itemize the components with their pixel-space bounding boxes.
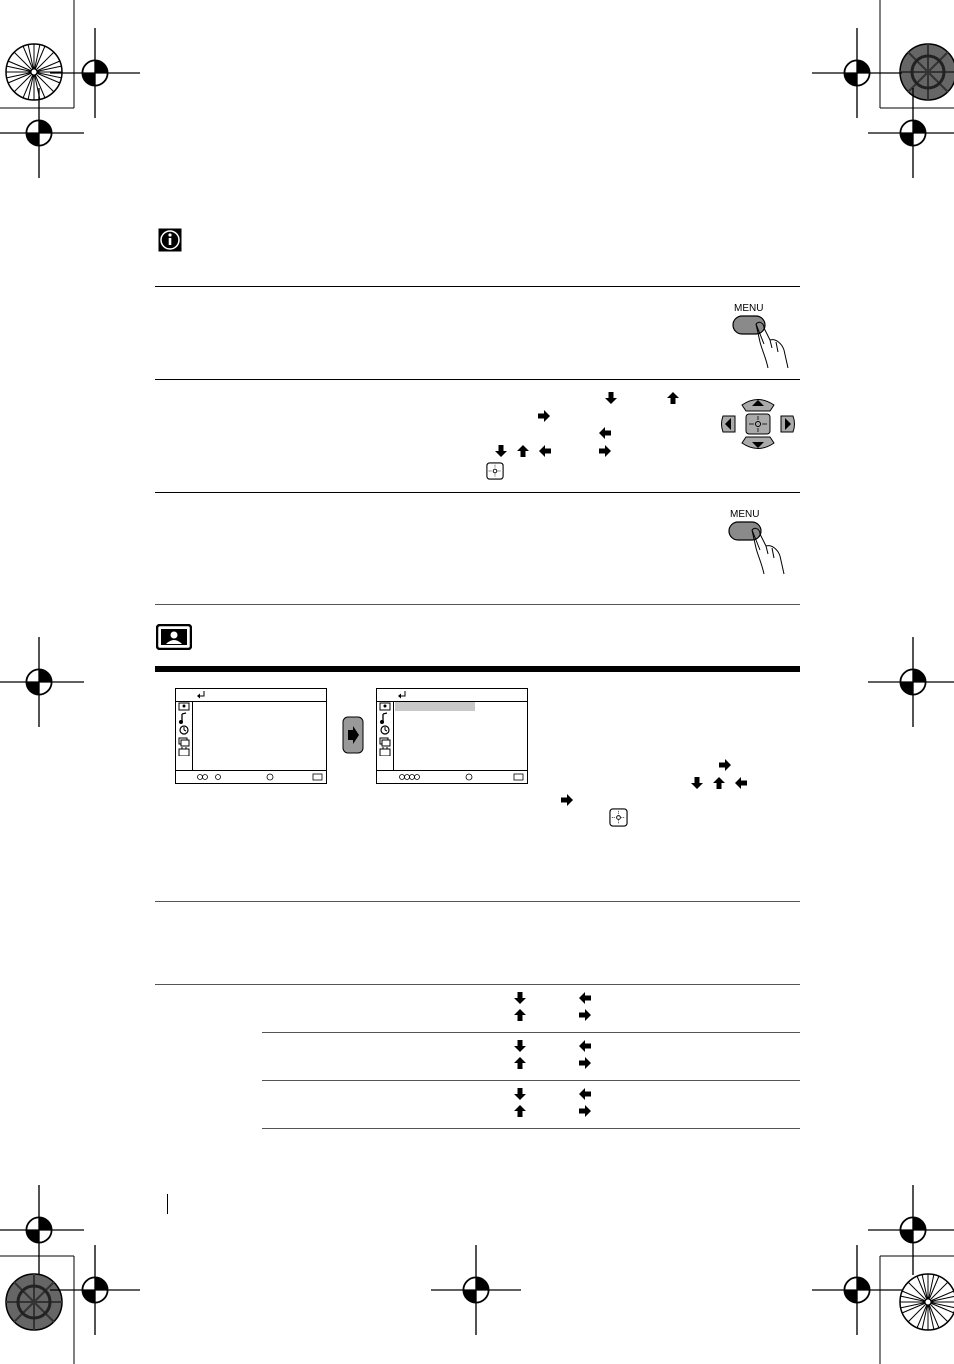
arrow-right-icon xyxy=(718,758,732,772)
menu-button-label: MENU xyxy=(730,509,760,520)
screen-status-bar xyxy=(176,771,326,783)
arrow-down-icon xyxy=(513,1087,527,1101)
registration-mark-icon xyxy=(812,1245,902,1335)
section-divider xyxy=(155,666,800,672)
arrow-left-icon xyxy=(598,426,612,440)
section-divider xyxy=(155,901,800,902)
arrow-right-icon xyxy=(578,1104,592,1118)
arrow-left-icon xyxy=(578,1039,592,1053)
arrow-down-icon xyxy=(513,991,527,1005)
menu-screen-illustration xyxy=(175,688,327,784)
section-divider xyxy=(262,1080,800,1081)
arrow-right-icon xyxy=(560,793,574,807)
menu-button-illustration xyxy=(712,300,792,372)
section-divider xyxy=(262,1032,800,1033)
info-icon xyxy=(158,228,182,252)
menu-button-label: MENU xyxy=(734,303,764,314)
return-icon xyxy=(397,690,407,700)
arrow-left-icon xyxy=(538,444,552,458)
arrow-up-icon xyxy=(513,1056,527,1070)
arrow-left-icon xyxy=(578,991,592,1005)
arrow-down-icon xyxy=(494,444,508,458)
arrow-right-icon xyxy=(578,1056,592,1070)
section-divider xyxy=(155,604,800,605)
arrow-up-icon xyxy=(666,391,680,405)
ok-button-icon xyxy=(609,808,628,827)
arrow-left-icon xyxy=(578,1087,592,1101)
section-divider xyxy=(262,1128,800,1129)
page-marker xyxy=(167,1194,168,1214)
registration-mark-icon xyxy=(868,88,954,178)
menu-category-icons xyxy=(178,702,190,756)
section-divider xyxy=(155,286,800,287)
arrow-down-icon xyxy=(690,776,704,790)
section-divider xyxy=(155,984,800,985)
arrow-right-icon xyxy=(578,1008,592,1022)
screen-status-bar xyxy=(377,771,527,783)
arrow-up-icon xyxy=(712,776,726,790)
arrow-left-icon xyxy=(734,776,748,790)
menu-screen-illustration xyxy=(376,688,528,784)
menu-category-icons xyxy=(379,702,391,756)
return-icon xyxy=(196,690,206,700)
section-divider xyxy=(155,379,800,380)
arrow-down-icon xyxy=(513,1039,527,1053)
picture-menu-icon xyxy=(156,624,192,650)
section-divider xyxy=(155,492,800,493)
arrow-up-icon xyxy=(513,1008,527,1022)
hand-press-icon xyxy=(712,506,792,578)
registration-mark-icon xyxy=(0,88,84,178)
arrow-right-icon xyxy=(598,444,612,458)
hand-press-icon xyxy=(712,300,792,372)
arrow-right-icon xyxy=(537,409,551,423)
highlighted-menu-item xyxy=(395,702,475,711)
directional-pad-illustration xyxy=(720,394,796,454)
menu-button-illustration xyxy=(712,506,792,578)
registration-mark-icon xyxy=(0,637,84,727)
starburst-icon xyxy=(898,1272,954,1332)
ok-button-icon xyxy=(486,462,504,480)
registration-mark-icon xyxy=(50,1245,140,1335)
registration-mark-icon xyxy=(868,637,954,727)
registration-mark-icon xyxy=(431,1245,521,1335)
arrow-right-icon xyxy=(342,716,364,754)
arrow-up-icon xyxy=(516,444,530,458)
arrow-up-icon xyxy=(513,1104,527,1118)
arrow-down-icon xyxy=(604,391,618,405)
